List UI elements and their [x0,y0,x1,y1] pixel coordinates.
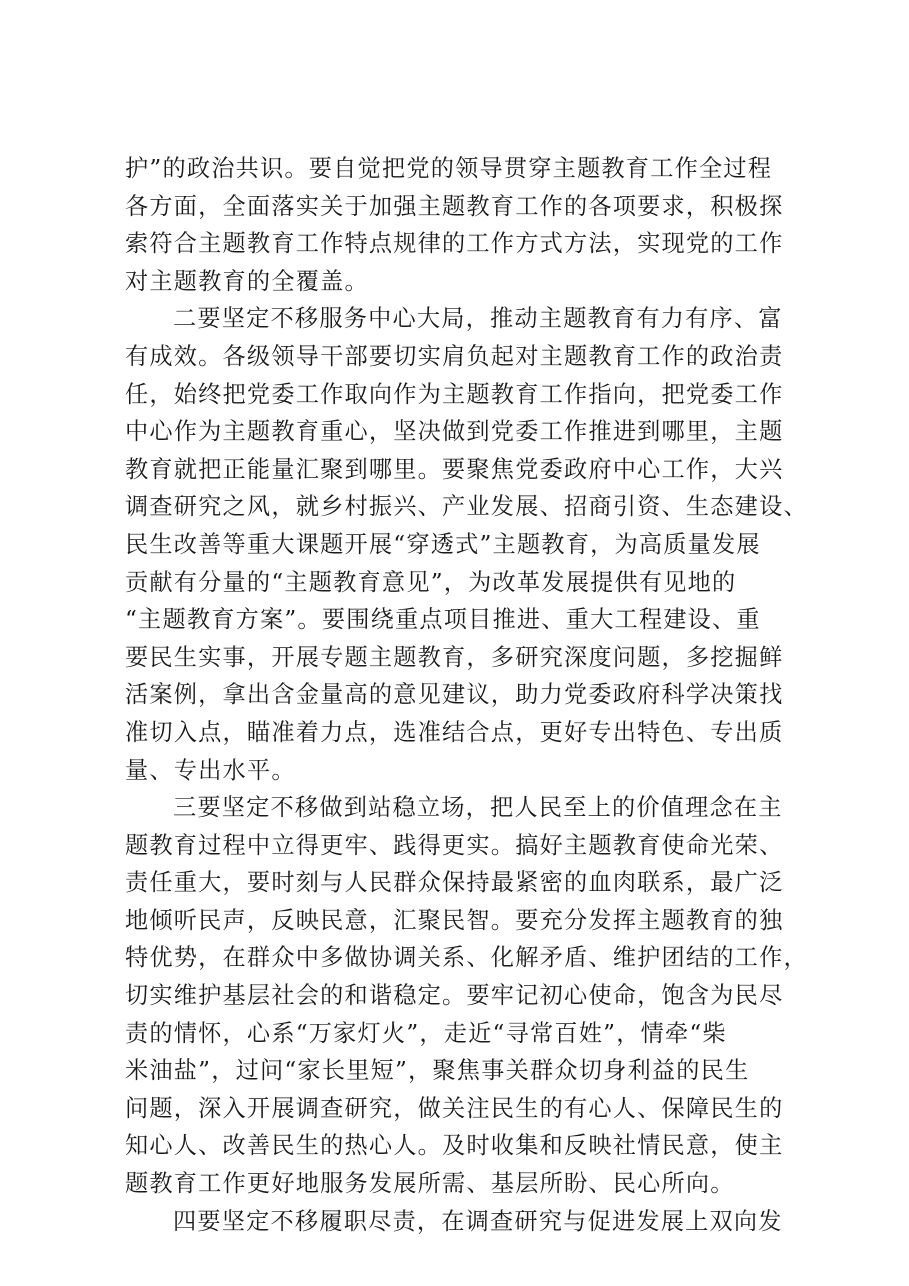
text-line: “主题教育方案”。要围绕重点项目推进、重大工程建设、重 [125,606,761,634]
text-line: 教育就把正能量汇聚到哪里。要聚焦党委政府中心工作，大兴 [125,455,784,483]
text-line: 准切入点，瞄准着力点，选准结合点，更好专出特色、专出质 [125,718,784,746]
text-line: 有成效。各级领导干部要切实肩负起对主题教育工作的政治责 [125,342,784,370]
paragraph-first-line: 二要坚定不移服务中心大局，推动主题教育有力有序、富 [173,305,783,333]
text-line: 民生改善等重大课题开展“穿透式”主题教育，为高质量发展 [125,530,761,558]
text-line: 护”的政治共识。要自觉把党的领导贯穿主题教育工作全过程 [125,155,773,182]
text-line: 题教育过程中立得更牢、践得更实。搞好主题教育使命光荣、 [125,831,784,859]
text-line: 对主题教育的全覆盖。 [125,267,369,295]
text-line: 问题，深入开展调查研究，做关注民生的有心人、保障民生的 [125,1094,784,1122]
text-line: 责的情怀，心系“万家灯火”，走近“寻常百姓”，情牵“柴 [125,1019,727,1047]
text-line: 切实维护基层社会的和谐稳定。要牢记初心使命，饱含为民尽 [125,982,784,1010]
text-line: 贡献有分量的“主题教育意见”，为改革发展提供有见地的 [125,568,737,596]
text-line: 知心人、改善民生的热心人。及时收集和反映社情民意，使主 [125,1132,784,1160]
text-line: 量、专出水平。 [125,756,296,784]
paragraph-first-line: 四要坚定不移履职尽责，在调查研究与促进发展上双向发 [173,1207,783,1235]
text-line: 索符合主题教育工作特点规律的工作方式方法，实现党的工作 [125,230,784,258]
text-line: 活案例，拿出含金量高的意见建议，助力党委政府科学决策找 [125,681,784,709]
text-line: 米油盐”，过问“家长里短”，聚焦事关群众切身利益的民生 [125,1057,750,1085]
text-line: 特优势，在群众中多做协调关系、化解矛盾、维护团结的工作， [125,944,808,972]
text-line: 各方面，全面落实关于加强主题教育工作的各项要求，积极探 [125,192,784,220]
text-line: 调查研究之风，就乡村振兴、产业发展、招商引资、生态建设、 [125,493,808,521]
text-line: 中心作为主题教育重心，坚决做到党委工作推进到哪里，主题 [125,418,784,446]
text-line: 任，始终把党委工作取向作为主题教育工作指向，把党委工作 [125,380,784,408]
text-line: 题教育工作更好地服务发展所需、基层所盼、民心所向。 [125,1170,735,1198]
text-line: 地倾听民声，反映民意，汇聚民智。要充分发挥主题教育的独 [125,906,784,934]
text-line: 要民生实事，开展专题主题教育，多研究深度问题，多挖掘鲜 [125,643,784,671]
paragraph-first-line: 三要坚定不移做到站稳立场，把人民至上的价值理念在主 [173,794,783,822]
document-body-text [125,150,808,1240]
text-line: 责任重大，要时刻与人民群众保持最紧密的血肉联系，最广泛 [125,869,784,897]
